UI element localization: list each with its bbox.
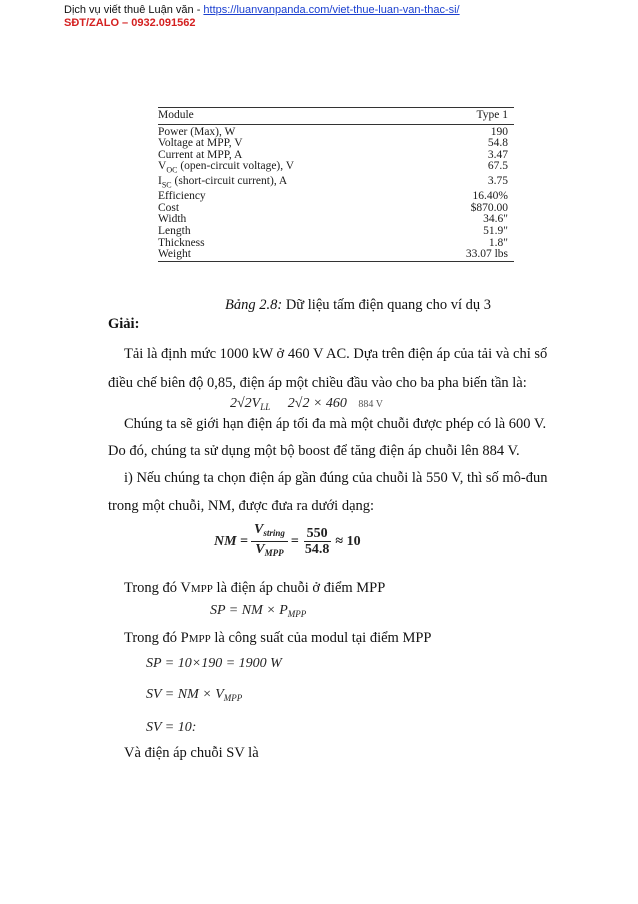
row-label: Weight (158, 248, 191, 261)
label-sub: OC (166, 165, 178, 175)
row-value: 3.75 (487, 175, 508, 188)
nm-num-sub: string (263, 528, 285, 538)
table-row (158, 226, 514, 238)
row-label: Power (Max), W (158, 125, 236, 138)
service-link[interactable]: https://luanvanpanda.com/viet-thue-luan-van-thac-si/ (203, 4, 460, 16)
table-row (158, 214, 514, 226)
label-rest: (open-circuit voltage), V (177, 160, 295, 173)
module-spec-table (158, 107, 514, 262)
nm-frac-symbolic (251, 522, 288, 561)
table-row (158, 203, 514, 215)
row-label (158, 176, 287, 191)
nm-frac-numeric (302, 526, 333, 557)
sp-calculation: SP = 10×190 = 1900 W (146, 656, 282, 671)
para5-sub: MPP (188, 633, 211, 645)
para2-line2: Do đó, chúng ta sử dụng một bộ boost để tăng điện áp chuỗi lên 884 V. (108, 443, 520, 459)
vdc-num1 (230, 396, 270, 411)
para5-pre: Trong đó P (124, 630, 189, 646)
row-label: Cost (158, 201, 180, 214)
nm-den-main: V (255, 542, 265, 557)
row-value: $870.00 (470, 201, 508, 214)
row-value: 190 (490, 125, 508, 138)
label-rest: (short-circuit current), A (171, 175, 288, 188)
para5-post: là công suất của modul tại điểm MPP (210, 630, 432, 646)
table-caption (225, 296, 491, 314)
table-row (158, 176, 514, 191)
para4-sub: MPP (190, 583, 213, 595)
para4-pre: Trong đó V (124, 580, 191, 596)
sp-def-sub: MPP (287, 609, 307, 619)
sv-def-main: SV = NM × V (146, 687, 224, 702)
sp-definition (210, 603, 306, 619)
page-header (64, 4, 460, 30)
para1-line1: Tải là định mức 1000 kW ở 460 V AC. Dựa trên điện áp của tải và chỉ số (124, 346, 548, 362)
table-body (158, 125, 514, 261)
vdc-num1-sub: LL (260, 402, 271, 412)
table-row (158, 249, 514, 261)
label-main: V (158, 160, 167, 173)
nm-frac-den (252, 542, 286, 561)
nm-den-sub: MPP (264, 548, 284, 558)
para6: Và điện áp chuỗi SV là (124, 745, 259, 761)
caption-text: Dữ liệu tấm điện quang cho ví dụ 3 (282, 297, 491, 313)
nm-num-main: V (254, 522, 264, 537)
row-value: 33.07 lbs (465, 248, 508, 261)
nm-lhs: NM = (214, 533, 249, 549)
row-value: 51.9" (483, 224, 508, 237)
nm-den-value: 54.8 (304, 542, 330, 557)
para5 (124, 629, 431, 648)
service-line (64, 4, 460, 17)
sp-def-main: SP = NM × P (210, 603, 288, 618)
para2-line1: Chúng ta sẽ giới hạn điện áp tối đa mà một chuỗi được phép có là 600 V. (124, 416, 547, 432)
phone-contact: SĐT/ZALO – 0932.091562 (64, 17, 196, 29)
nm-num-value: 550 (304, 526, 331, 542)
solution-heading: Giải: (108, 316, 140, 332)
row-value: 67.5 (487, 160, 508, 173)
caption-label: Bảng 2.8: (225, 297, 283, 313)
row-label: Efficiency (158, 190, 206, 203)
nm-equation (214, 522, 361, 561)
row-label: Length (158, 224, 191, 237)
row-label: Voltage at MPP, V (158, 137, 243, 150)
para3-line2: trong một chuỗi, NM, được đưa ra dưới dạng: (108, 498, 375, 514)
header-type: Type 1 (476, 109, 508, 121)
nm-frac-num (251, 522, 288, 542)
sv-def-sub: MPP (223, 693, 243, 703)
para3-line1: i) Nếu chúng ta chọn điện áp gần đúng của chuỗi là 550 V, thì số mô-đun (124, 470, 548, 486)
vdc-num1-main: 2√2V (230, 396, 261, 411)
row-value: 16.40% (472, 190, 508, 203)
para1-line2: điều chế biên độ 0,85, điện áp một chiều đầu vào cho ba pha biến tần là: (108, 375, 527, 391)
row-value: 3.47 (487, 148, 508, 161)
row-label: Thickness (158, 236, 205, 249)
row-label: Current at MPP, A (158, 148, 243, 161)
row-label: Width (158, 213, 187, 226)
row-label (158, 161, 294, 176)
label-main: I (158, 175, 162, 188)
row-value: 34.6" (483, 213, 508, 226)
vdc-equation (230, 396, 383, 415)
table-row (158, 191, 514, 203)
sv-definition (146, 687, 242, 703)
para4-post: là điện áp chuỗi ở điểm MPP (212, 580, 386, 596)
table-header-row (158, 108, 514, 124)
row-value: 54.8 (487, 137, 508, 150)
vdc-num2: 2√2 × 460 (287, 396, 347, 411)
nm-equals: = (290, 533, 299, 549)
nm-result: ≈ 10 (335, 533, 361, 549)
table-row (158, 161, 514, 176)
service-text: Dịch vụ viết thuê Luận văn - (64, 4, 204, 16)
table-bottom-rule (158, 261, 514, 262)
row-value: 1.8" (488, 236, 508, 249)
table-row (158, 238, 514, 250)
para4 (124, 579, 385, 598)
sv-calculation: SV = 10: (146, 720, 197, 735)
vdc-result: 884 V (358, 399, 383, 410)
header-module: Module (158, 109, 194, 121)
label-sub: SC (161, 180, 172, 190)
